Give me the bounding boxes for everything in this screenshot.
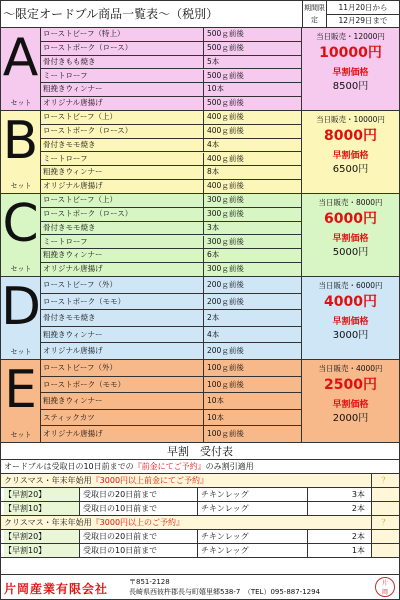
set-e bbox=[1, 359, 399, 442]
item-qty: 10本 bbox=[203, 410, 301, 426]
item-qty: 2本 bbox=[203, 310, 301, 326]
item-row bbox=[41, 310, 301, 327]
item-qty: 400ｇ前後 bbox=[203, 125, 301, 138]
item-name: ローストポーク（モモ） bbox=[43, 296, 126, 306]
early-price: 5000円 bbox=[332, 247, 369, 258]
item-row bbox=[41, 236, 301, 250]
item-name: ローストポーク（モモ） bbox=[43, 379, 126, 389]
reservation-price: 8000円 bbox=[324, 128, 377, 144]
item-qty: 4本 bbox=[203, 327, 301, 343]
item-row bbox=[41, 208, 301, 222]
reservation-price: 10000円 bbox=[319, 45, 382, 61]
item-qty: 4本 bbox=[203, 139, 301, 152]
item-qty: 300ｇ前後 bbox=[203, 208, 301, 221]
same-day-price: 当日販売・6000円 bbox=[318, 281, 383, 290]
item-row bbox=[41, 42, 301, 56]
item-qty: 5本 bbox=[203, 56, 301, 69]
item-qty: 400ｇ前後 bbox=[203, 180, 301, 193]
item-name: 骨付きモモ焼き bbox=[43, 313, 96, 323]
item-qty: 8本 bbox=[203, 166, 301, 179]
same-day-price: 当日販売・10000円 bbox=[316, 115, 385, 124]
set-b bbox=[1, 110, 399, 193]
item-name: ローストビーフ（特上） bbox=[43, 29, 125, 38]
bonus-item: チキンレッグ bbox=[197, 502, 307, 515]
bonus-item: チキンレッグ bbox=[197, 544, 307, 557]
item-row bbox=[41, 393, 301, 410]
item-name: ローストポーク（ロース） bbox=[43, 42, 133, 52]
question-icon: ？ bbox=[371, 516, 399, 529]
item-name: 骨付きモモ焼き bbox=[43, 139, 96, 149]
deadline: 受取日の20日前まで bbox=[79, 530, 197, 543]
item-row bbox=[41, 70, 301, 84]
item-qty: 400ｇ前後 bbox=[203, 153, 301, 166]
item-row bbox=[41, 139, 301, 153]
item-row bbox=[41, 327, 301, 344]
item-name: オリジナル唐揚げ bbox=[43, 429, 103, 439]
same-day-price: 当日販売・12000円 bbox=[316, 32, 385, 41]
bonus-item: チキンレッグ bbox=[197, 488, 307, 501]
early-price: 6500円 bbox=[332, 164, 369, 175]
item-row bbox=[41, 249, 301, 263]
early-price-label: 早割価格 bbox=[332, 234, 369, 244]
item-name: オリジナル唐揚げ bbox=[43, 264, 103, 274]
tier: 【早割10】 bbox=[4, 544, 79, 557]
item-name: オリジナル唐揚げ bbox=[43, 346, 103, 356]
item-qty: 200ｇ前後 bbox=[203, 294, 301, 310]
item-name: ローストビーフ（上） bbox=[43, 112, 117, 121]
item-row bbox=[41, 83, 301, 97]
item-name: 粗挽きウィンナー bbox=[43, 396, 103, 406]
booking-title: 早割 受付表 bbox=[1, 442, 399, 460]
item-name: ミートローフ bbox=[43, 70, 88, 80]
early-price: 2000円 bbox=[332, 413, 369, 424]
item-qty: 100ｇ前後 bbox=[203, 377, 301, 393]
item-qty: 300ｇ前後 bbox=[203, 263, 301, 276]
deadline: 受取日の20日前まで bbox=[79, 488, 197, 501]
set-a bbox=[1, 27, 399, 110]
page-title: ～限定オードブル商品一覧表～（税別） bbox=[3, 1, 303, 27]
footer bbox=[1, 574, 399, 599]
check-box[interactable] bbox=[371, 530, 399, 543]
period-range bbox=[327, 1, 399, 27]
deadline: 受取日の10日前まで bbox=[79, 544, 197, 557]
booking-row bbox=[1, 544, 399, 558]
set-price bbox=[301, 111, 399, 193]
bonus-item: チキンレッグ bbox=[197, 530, 307, 543]
set-price bbox=[301, 277, 399, 359]
item-name: ローストビーフ（外） bbox=[43, 280, 117, 289]
early-price-label: 早割価格 bbox=[332, 151, 369, 161]
tier: 【早割10】 bbox=[4, 502, 79, 515]
item-qty: 100ｇ前後 bbox=[203, 426, 301, 442]
check-box[interactable] bbox=[371, 502, 399, 515]
item-row bbox=[41, 426, 301, 443]
item-name: ローストビーフ（外） bbox=[43, 363, 117, 372]
item-row bbox=[41, 56, 301, 70]
item-name: 粗挽きウィンナー bbox=[43, 167, 103, 177]
item-qty: 400ｇ前後 bbox=[203, 111, 301, 124]
same-day-price: 当日販売・4000円 bbox=[318, 364, 383, 373]
item-row bbox=[41, 97, 301, 111]
same-day-price: 当日販売・8000円 bbox=[318, 198, 383, 207]
bonus-qty: 1本 bbox=[307, 544, 371, 557]
item-name: ミートローフ bbox=[43, 236, 88, 246]
item-row bbox=[41, 410, 301, 427]
item-name: オリジナル唐揚げ bbox=[43, 98, 103, 108]
tier: 【早割20】 bbox=[4, 530, 79, 543]
early-price-label: 早割価格 bbox=[332, 317, 369, 327]
item-row bbox=[41, 360, 301, 377]
item-name: 骨付きモモ焼き bbox=[43, 222, 96, 232]
period-label: 期間限定 bbox=[303, 1, 327, 27]
set-letter: D セット bbox=[1, 277, 41, 359]
booking-row bbox=[1, 488, 399, 502]
item-row bbox=[41, 194, 301, 208]
reservation-price: 6000円 bbox=[324, 211, 377, 227]
bonus-qty: 2本 bbox=[307, 502, 371, 515]
company-logo-icon: 片 岡 bbox=[375, 577, 395, 597]
booking-row bbox=[1, 502, 399, 516]
item-qty: 100ｇ前後 bbox=[203, 360, 301, 376]
set-price bbox=[301, 360, 399, 442]
item-qty: 6本 bbox=[203, 249, 301, 262]
item-row bbox=[41, 153, 301, 167]
period-to: 12月29日まで bbox=[338, 16, 388, 25]
booking-section-header: クリスマス・年末年始用『3000円以上のご予約』 ？ bbox=[1, 516, 399, 530]
item-name: ローストビーフ（上） bbox=[43, 195, 117, 204]
item-name: ミートローフ bbox=[43, 153, 88, 163]
item-row bbox=[41, 166, 301, 180]
item-qty: 500ｇ前後 bbox=[203, 28, 301, 41]
item-name: 粗挽きウィンナー bbox=[43, 84, 103, 94]
set-letter: C セット bbox=[1, 194, 41, 276]
item-name: ローストポーク（ロース） bbox=[43, 208, 133, 218]
item-row bbox=[41, 28, 301, 42]
period-from: 11月20日から bbox=[327, 2, 399, 15]
reservation-price: 4000円 bbox=[324, 294, 377, 310]
item-name: 粗挽きウィンナー bbox=[43, 329, 103, 339]
early-booking-table bbox=[1, 442, 399, 558]
question-icon: ？ bbox=[371, 474, 399, 487]
item-row bbox=[41, 180, 301, 194]
early-price-label: 早割価格 bbox=[332, 400, 369, 410]
bonus-qty: 3本 bbox=[307, 488, 371, 501]
item-qty: 10本 bbox=[203, 393, 301, 409]
item-row bbox=[41, 125, 301, 139]
item-row bbox=[41, 277, 301, 294]
booking-sections bbox=[1, 474, 399, 558]
early-price: 3000円 bbox=[332, 330, 369, 341]
booking-row bbox=[1, 530, 399, 544]
check-box[interactable] bbox=[371, 544, 399, 557]
reservation-price: 2500円 bbox=[324, 377, 377, 393]
early-price: 8500円 bbox=[332, 81, 369, 92]
item-row bbox=[41, 222, 301, 236]
item-row bbox=[41, 343, 301, 360]
set-d bbox=[1, 276, 399, 359]
item-qty: 500ｇ前後 bbox=[203, 70, 301, 83]
item-qty: 500ｇ前後 bbox=[203, 97, 301, 110]
set-letter: B セット bbox=[1, 111, 41, 193]
check-box[interactable] bbox=[371, 488, 399, 501]
header bbox=[1, 1, 399, 27]
item-qty: 3本 bbox=[203, 222, 301, 235]
set-price bbox=[301, 28, 399, 110]
item-row bbox=[41, 294, 301, 311]
item-qty: 300ｇ前後 bbox=[203, 236, 301, 249]
item-qty: 200ｇ前後 bbox=[203, 277, 301, 293]
item-qty: 10本 bbox=[203, 83, 301, 96]
item-qty: 500ｇ前後 bbox=[203, 42, 301, 55]
item-name: オリジナル唐揚げ bbox=[43, 181, 103, 191]
set-price bbox=[301, 194, 399, 276]
item-row bbox=[41, 377, 301, 394]
item-name: スティックカツ bbox=[43, 412, 95, 422]
deadline: 受取日の10日前まで bbox=[79, 502, 197, 515]
set-letter: A セット bbox=[1, 28, 41, 110]
item-name: 粗挽きウィンナー bbox=[43, 250, 103, 260]
set-letter: E セット bbox=[1, 360, 41, 442]
item-name: ローストポーク（ロース） bbox=[43, 125, 133, 135]
booking-section-header: クリスマス・年末年始用『3000円以上前金にてご予約』 ？ bbox=[1, 474, 399, 488]
booking-note: オードブルは受取日の10日前までの『前金にてご予約』のみ割引適用 bbox=[1, 460, 399, 474]
item-row bbox=[41, 263, 301, 277]
bonus-qty: 2本 bbox=[307, 530, 371, 543]
item-name: 骨付きもも焼き bbox=[43, 56, 96, 66]
tier: 【早割20】 bbox=[4, 488, 79, 501]
company-address: 〒851-2128 長崎県西彼杵郡長与町嬉里郷538-7 （TEL）095-887-1294 bbox=[129, 578, 321, 596]
early-price-label: 早割価格 bbox=[332, 68, 369, 78]
set-c bbox=[1, 193, 399, 276]
company-name: 片岡産業有限会社 bbox=[4, 582, 109, 596]
item-qty: 200ｇ前後 bbox=[203, 343, 301, 359]
item-row bbox=[41, 111, 301, 125]
item-qty: 300ｇ前後 bbox=[203, 194, 301, 207]
